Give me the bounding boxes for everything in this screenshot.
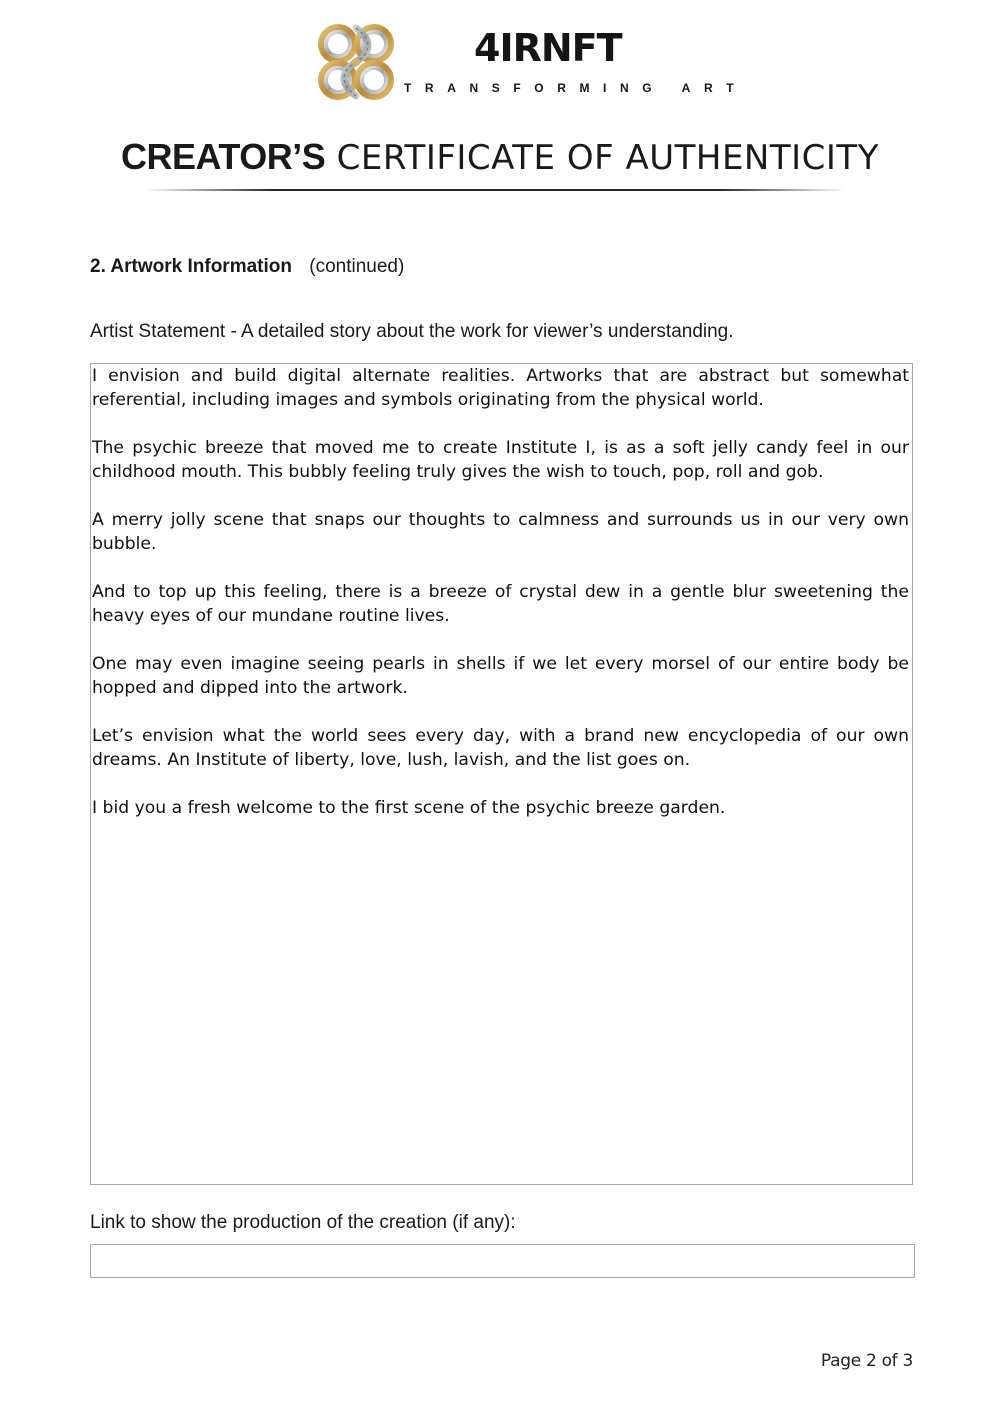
artist-statement-field[interactable] — [90, 363, 913, 1185]
section-heading — [90, 255, 404, 279]
statement-paragraph: I envision and build digital alternate realities. Artworks that are abstract but somewhat referential, including images and symbols originating from the physical world. — [92, 366, 909, 410]
infinity-knot-logo-icon — [316, 22, 396, 102]
brand-tagline: TRANSFORMING ART — [404, 81, 748, 95]
production-link-field[interactable] — [90, 1244, 915, 1278]
statement-paragraph: Let’s envision what the world sees every day, with a brand new encyclopedia of our own dreams. An Institute of liberty, love, lush, lavish, and the list goes on. — [92, 726, 909, 770]
title-strong: CREATOR’S — [121, 136, 326, 177]
section-title: 2. Artwork Information — [90, 256, 292, 277]
brand-name: 4IRNFT — [474, 26, 622, 70]
statement-paragraph: A merry jolly scene that snaps our thoughts to calmness and surrounds us in our very own bubble. — [92, 510, 909, 554]
title-divider — [145, 189, 845, 191]
section-suffix: (continued) — [309, 256, 405, 277]
brand-wordmark — [404, 26, 748, 100]
statement-paragraph: I bid you a fresh welcome to the first scene of the psychic breeze garden. — [92, 798, 726, 818]
page-title — [0, 132, 1000, 183]
header — [0, 22, 1000, 102]
page-number: Page 2 of 3 — [820, 1351, 913, 1371]
statement-paragraph: The psychic breeze that moved me to create Institute I, is as a soft jelly candy feel in our childhood mouth. This bubbly feeling truly gives the wish to touch, pop, roll and gob. — [92, 438, 909, 482]
statement-paragraph: One may even imagine seeing pearls in shells if we let every morsel of our entire body be hopped and dipped into the artwork. — [92, 654, 909, 698]
production-link-label: Link to show the production of the creation (if any): — [90, 1212, 516, 1233]
title-rest: CERTIFICATE OF AUTHENTICITY — [336, 138, 879, 178]
artist-statement-label: Artist Statement - A detailed story about the work for viewer’s understanding. — [90, 321, 734, 342]
statement-paragraph: And to top up this feeling, there is a breeze of crystal dew in a gentle blur sweetening the heavy eyes of our mundane routine lives. — [92, 582, 909, 626]
